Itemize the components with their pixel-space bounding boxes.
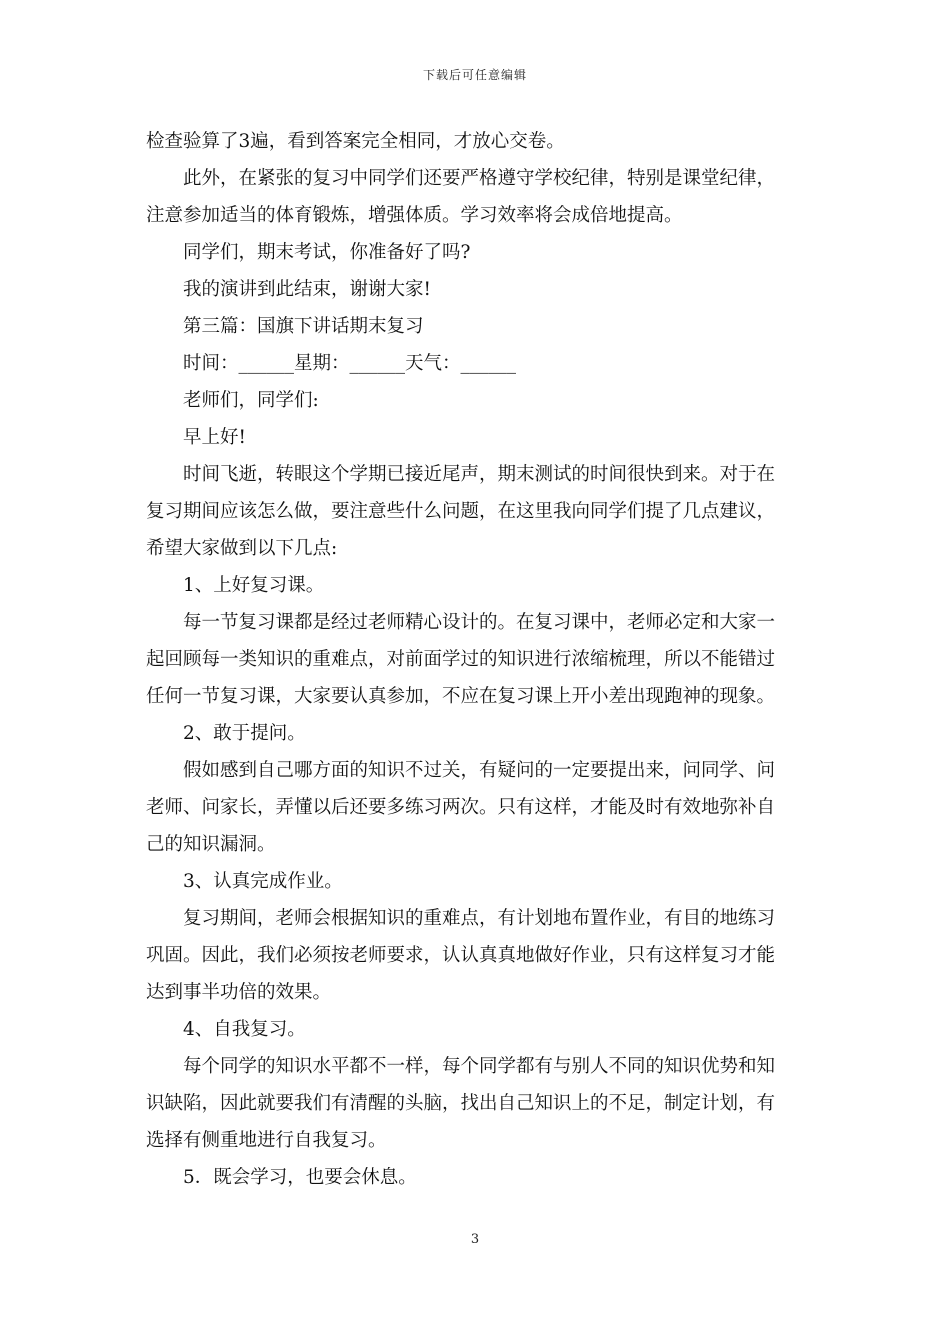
paragraph: [146, 715, 814, 752]
paragraph-line: 识缺陷，因此就要我们有清醒的头脑，找出自己知识上的不足，制定计划，有: [146, 1093, 776, 1114]
paragraph-line: 任何一节复习课，大家要认真参加，不应在复习课上开小差出现跑神的现象。: [146, 686, 776, 707]
paragraph: [146, 123, 814, 160]
paragraph-line: 1、上好复习课。: [183, 575, 325, 596]
paragraph-line: 巩固。因此，我们必须按老师要求，认认真真地做好作业，只有这样复习才能: [146, 945, 776, 966]
paragraph-line: 老师、问家长，弄懂以后还要多练习两次。只有这样，才能及时有效地弥补自: [146, 797, 776, 818]
paragraph-line: 时间飞逝，转眼这个学期已接近尾声，期末测试的时间很快到来。对于在: [183, 464, 776, 485]
paragraph-line: 每一节复习课都是经过老师精心设计的。在复习课中，老师必定和大家一: [183, 612, 776, 633]
document-body: [146, 123, 814, 1196]
paragraph-line: 检查验算了3遍，看到答案完全相同，才放心交卷。: [146, 131, 565, 152]
paragraph-line: 5．既会学习，也要会休息。: [183, 1167, 417, 1188]
paragraph: [146, 308, 814, 345]
paragraph: [146, 419, 814, 456]
paragraph: [146, 382, 814, 419]
paragraph-line: 此外，在紧张的复习中同学们还要严格遵守学校纪律，特别是课堂纪律，: [183, 168, 776, 189]
paragraph-line: 复习期间应该怎么做，要注意些什么问题，在这里我向同学们提了几点建议，: [146, 501, 776, 522]
paragraph: [146, 1011, 814, 1048]
paragraph-line: 己的知识漏洞。: [146, 834, 276, 855]
paragraph: [146, 752, 814, 863]
paragraph-line: 我的演讲到此结束，谢谢大家!: [183, 279, 431, 300]
paragraph-line: 选择有侧重地进行自我复习。: [146, 1130, 387, 1151]
paragraph: [146, 234, 814, 271]
paragraph: [146, 160, 814, 234]
paragraph-line: 早上好!: [183, 427, 246, 448]
paragraph-line: 老师们，同学们:: [183, 390, 319, 411]
paragraph-line: 每个同学的知识水平都不一样，每个同学都有与别人不同的知识优势和知: [183, 1056, 776, 1077]
paragraph-line: 希望大家做到以下几点:: [146, 538, 338, 559]
page-number: 3: [470, 1232, 480, 1247]
paragraph-line: 假如感到自己哪方面的知识不过关，有疑问的一定要提出来，问同学、问: [183, 760, 776, 781]
paragraph-line: 时间：______星期：______天气：______: [183, 353, 517, 374]
paragraph: [146, 1048, 814, 1159]
paragraph-line: 3、认真完成作业。: [183, 871, 343, 892]
paragraph-line: 同学们，期末考试，你准备好了吗?: [183, 242, 471, 263]
paragraph-line: 复习期间，老师会根据知识的重难点，有计划地布置作业，有目的地练习: [183, 908, 776, 929]
paragraph: [146, 345, 814, 382]
paragraph: [146, 604, 814, 715]
paragraph: [146, 1159, 814, 1196]
paragraph-line: 4、自我复习。: [183, 1019, 306, 1040]
paragraph-line: 注意参加适当的体育锻炼，增强体质。学习效率将会成倍地提高。: [146, 205, 683, 226]
paragraph: [146, 567, 814, 604]
paragraph-line: 第三篇：国旗下讲话期末复习: [183, 316, 424, 337]
paragraph-line: 起回顾每一类知识的重难点，对前面学过的知识进行浓缩梳理，所以不能错过: [146, 649, 776, 670]
paragraph-line: 2、敢于提问。: [183, 723, 306, 744]
paragraph-line: 达到事半功倍的效果。: [146, 982, 332, 1003]
paragraph: [146, 271, 814, 308]
paragraph: [146, 863, 814, 900]
paragraph: [146, 456, 814, 567]
paragraph: [146, 900, 814, 1011]
page-header: 下载后可任意编辑: [422, 68, 527, 82]
